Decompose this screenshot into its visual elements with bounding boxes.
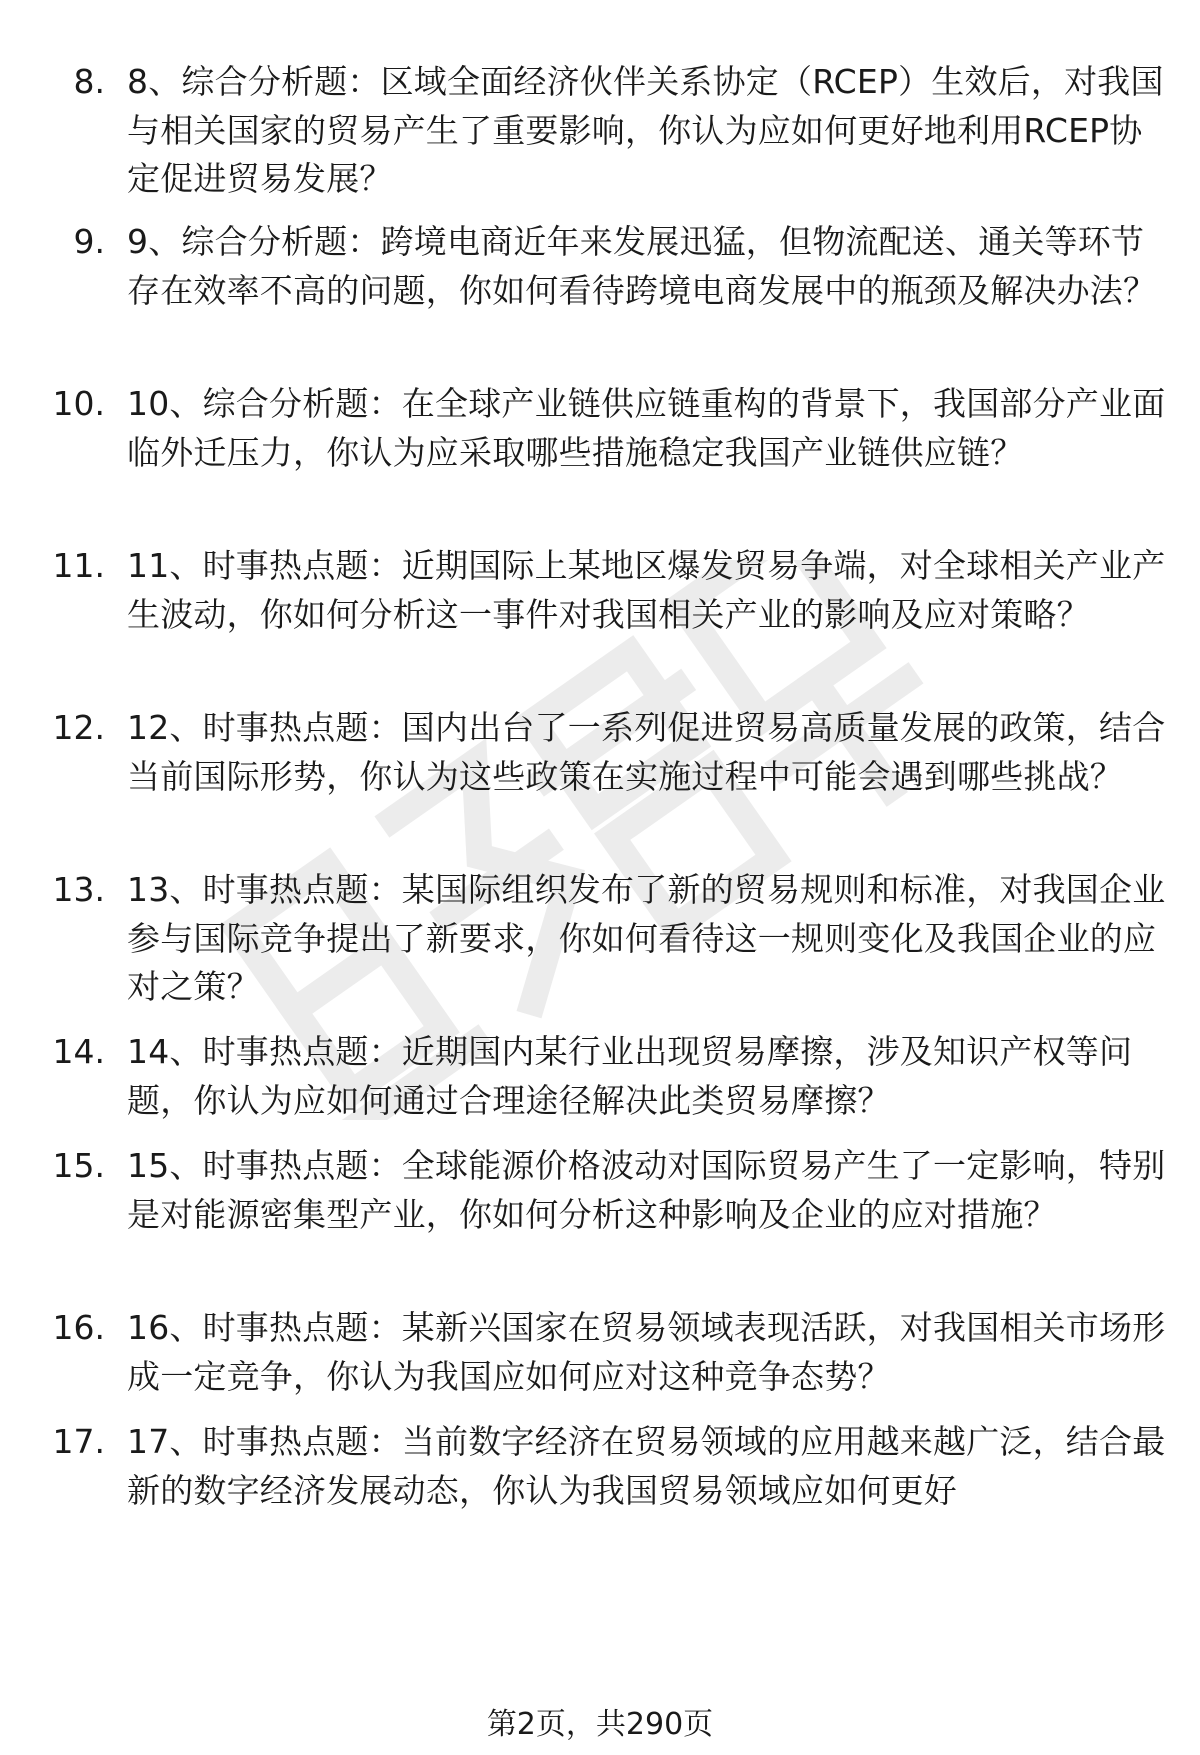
question-number: 11. (52, 546, 105, 585)
question-text: 16、时事热点题：某新兴国家在贸易领域表现活跃，对我国相关市场形成一定竞争，你认为我国应如何应对这种竞争态势？ (127, 1308, 1166, 1396)
question-text: 13、时事热点题：某国际组织发布了新的贸易规则和标准，对我国企业参与国际竞争提出了新要求，你如何看待这一规则变化及我国企业的应对之策？ (127, 870, 1166, 1006)
question-number: 9. (73, 222, 105, 261)
question-text: 14、时事热点题：近期国内某行业出现贸易摩擦，涉及知识产权等问题，你认为应如何通过合理途径解决此类贸易摩擦？ (127, 1032, 1133, 1120)
question-text: 11、时事热点题：近期国际上某地区爆发贸易争端，对全球相关产业产生波动，你如何分析这一事件对我国相关产业的影响及应对策略？ (127, 546, 1166, 634)
question-text: 10、综合分析题：在全球产业链供应链重构的背景下，我国部分产业面临外迁压力，你认为应采取哪些措施稳定我国产业链供应链？ (127, 384, 1166, 472)
question-number: 13. (52, 870, 105, 909)
question-number: 16. (52, 1308, 105, 1347)
question-text: 17、时事热点题：当前数字经济在贸易领域的应用越来越广泛，结合最新的数字经济发展动态，你认为我国贸易领域应如何更好 (127, 1422, 1166, 1510)
question-number: 14. (52, 1032, 105, 1071)
question-text: 9、综合分析题：跨境电商近年来发展迅猛，但物流配送、通关等环节存在效率不高的问题，你如何看待跨境电商发展中的瓶颈及解决办法？ (127, 222, 1157, 310)
question-text: 15、时事热点题：全球能源价格波动对国际贸易产生了一定影响，特别是对能源密集型产业，你如何分析这种影响及企业的应对措施？ (127, 1146, 1166, 1234)
question-text: 8、综合分析题：区域全面经济伙伴关系协定（RCEP）生效后，对我国与相关国家的贸易产生了重要影响，你认为应如何更好地利用RCEP协定促进贸易发展？ (127, 62, 1164, 198)
question-number: 17. (52, 1422, 105, 1461)
question-number: 8. (73, 62, 105, 101)
question-number: 15. (52, 1146, 105, 1185)
question-text: 12、时事热点题：国内出台了一系列促进贸易高质量发展的政策，结合当前国际形势，你认为这些政策在实施过程中可能会遇到哪些挑战？ (127, 708, 1166, 796)
question-number: 12. (52, 708, 105, 747)
question-number: 10. (52, 384, 105, 423)
page-footer: 第2页，共290页 (486, 1707, 714, 1742)
